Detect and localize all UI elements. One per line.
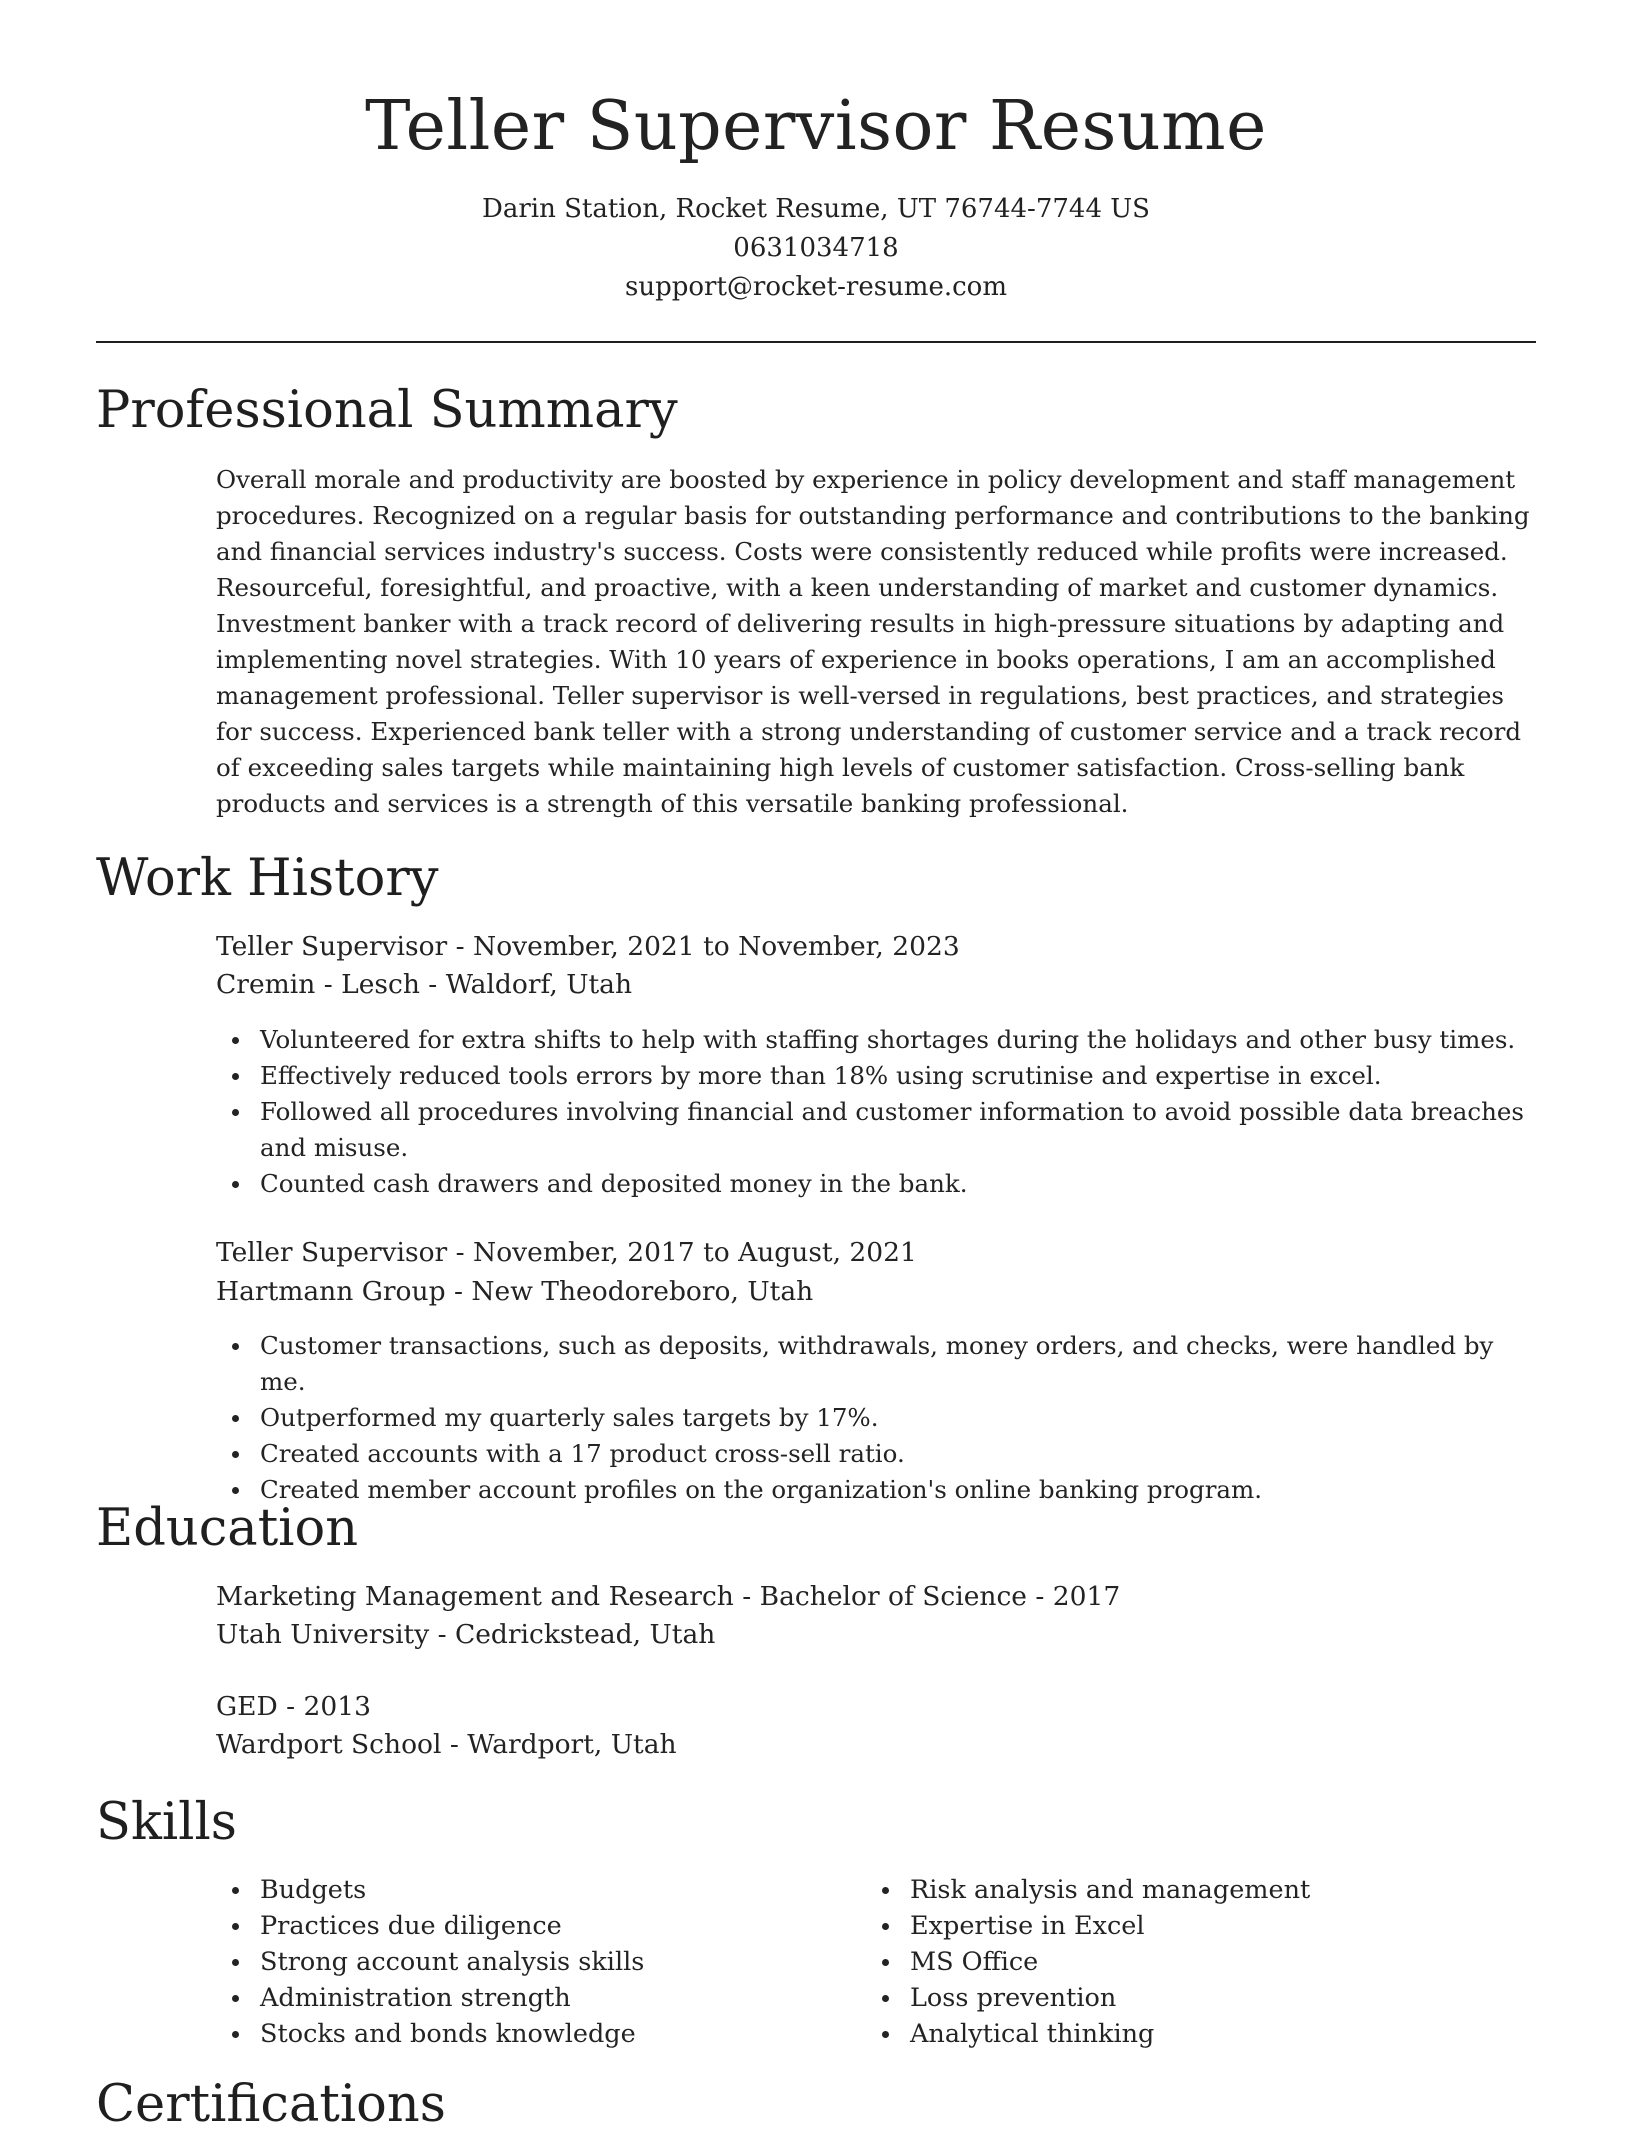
skill-item: Practices due diligence [216, 1908, 816, 1944]
job-company-line: Hartmann Group - New Theodoreboro, Utah [216, 1276, 814, 1307]
job-bullet: Created accounts with a 17 product cross-sell ratio. [216, 1436, 1536, 1472]
summary-heading: Professional Summary [96, 381, 678, 440]
skill-item: Loss prevention [866, 1980, 1536, 2016]
contact-block [0, 190, 1632, 307]
skill-item: Budgets [216, 1872, 816, 1908]
skills-heading: Skills [96, 1793, 237, 1852]
job-bullet: Created member account profiles on the organization's online banking program. [216, 1472, 1536, 1508]
skill-item: Risk analysis and management [866, 1872, 1536, 1908]
skill-item: Stocks and bonds knowledge [216, 2016, 816, 2052]
certifications-heading: Certifications [96, 2075, 446, 2134]
skill-item: MS Office [866, 1944, 1536, 1980]
job-bullet: Counted cash drawers and deposited money in the bank. [216, 1166, 1536, 1202]
summary-text: Overall morale and productivity are boosted by experience in policy development and staff management procedures. Recognized on a regular basis for outstanding performance and contributions to the banking and financial services industry's success. Costs were consistently reduced while profits were increased. Resourceful, foresightful, and proactive, with a keen understanding of market and customer dynamics. Investment banker with a track record of delivering results in high-pressure situations by adapting and implementing novel strategies. With 10 years of experience in books operations, I am an accomplished management professional. Teller supervisor is well-versed in regulations, best practices, and strategies for success. Experienced bank teller with a strong understanding of customer service and a track record of exceeding sales targets while maintaining high levels of customer satisfaction. Cross-selling bank products and services is a strength of this versatile banking professional. [216, 465, 1530, 818]
job-bullet: Volunteered for extra shifts to help with staffing shortages during the holidays and other busy times. [216, 1022, 1536, 1058]
education-heading: Education [96, 1499, 359, 1558]
education-school-line: Utah University - Cedrickstead, Utah [216, 1619, 716, 1650]
job-bullets [216, 1328, 1536, 1508]
job-title-line: Teller Supervisor - November, 2021 to November, 2023 [216, 931, 960, 962]
job-company-line: Cremin - Lesch - Waldorf, Utah [216, 969, 633, 1000]
skill-item: Analytical thinking [866, 2016, 1536, 2052]
job-title-line: Teller Supervisor - November, 2017 to August, 2021 [216, 1237, 917, 1268]
skill-item: Expertise in Excel [866, 1908, 1536, 1944]
education-school-line: Wardport School - Wardport, Utah [216, 1729, 677, 1760]
job-bullets [216, 1022, 1536, 1202]
skill-item: Strong account analysis skills [216, 1944, 816, 1980]
contact-phone: 0631034718 [733, 233, 899, 263]
skills-list-left [216, 1872, 816, 2052]
header-divider [96, 341, 1536, 343]
contact-email: support@rocket-resume.com [624, 272, 1007, 302]
job-bullet: Customer transactions, such as deposits, withdrawals, money orders, and checks, were handled by me. [216, 1328, 1536, 1400]
education-degree-line: GED - 2013 [216, 1691, 372, 1722]
job-bullet: Effectively reduced tools errors by more than 18% using scrutinise and expertise in excel. [216, 1058, 1536, 1094]
contact-address: Darin Station, Rocket Resume, UT 76744-7744 US [482, 194, 1150, 224]
skills-list-right [866, 1872, 1536, 2052]
resume-title: Teller Supervisor Resume [365, 87, 1267, 166]
job-bullet: Followed all procedures involving financial and customer information to avoid possible data breaches and misuse. [216, 1094, 1536, 1166]
work-history-heading: Work History [96, 849, 439, 908]
job-bullet: Outperformed my quarterly sales targets by 17%. [216, 1400, 1536, 1436]
skill-item: Administration strength [216, 1980, 816, 2016]
education-degree-line: Marketing Management and Research - Bachelor of Science - 2017 [216, 1581, 1121, 1612]
